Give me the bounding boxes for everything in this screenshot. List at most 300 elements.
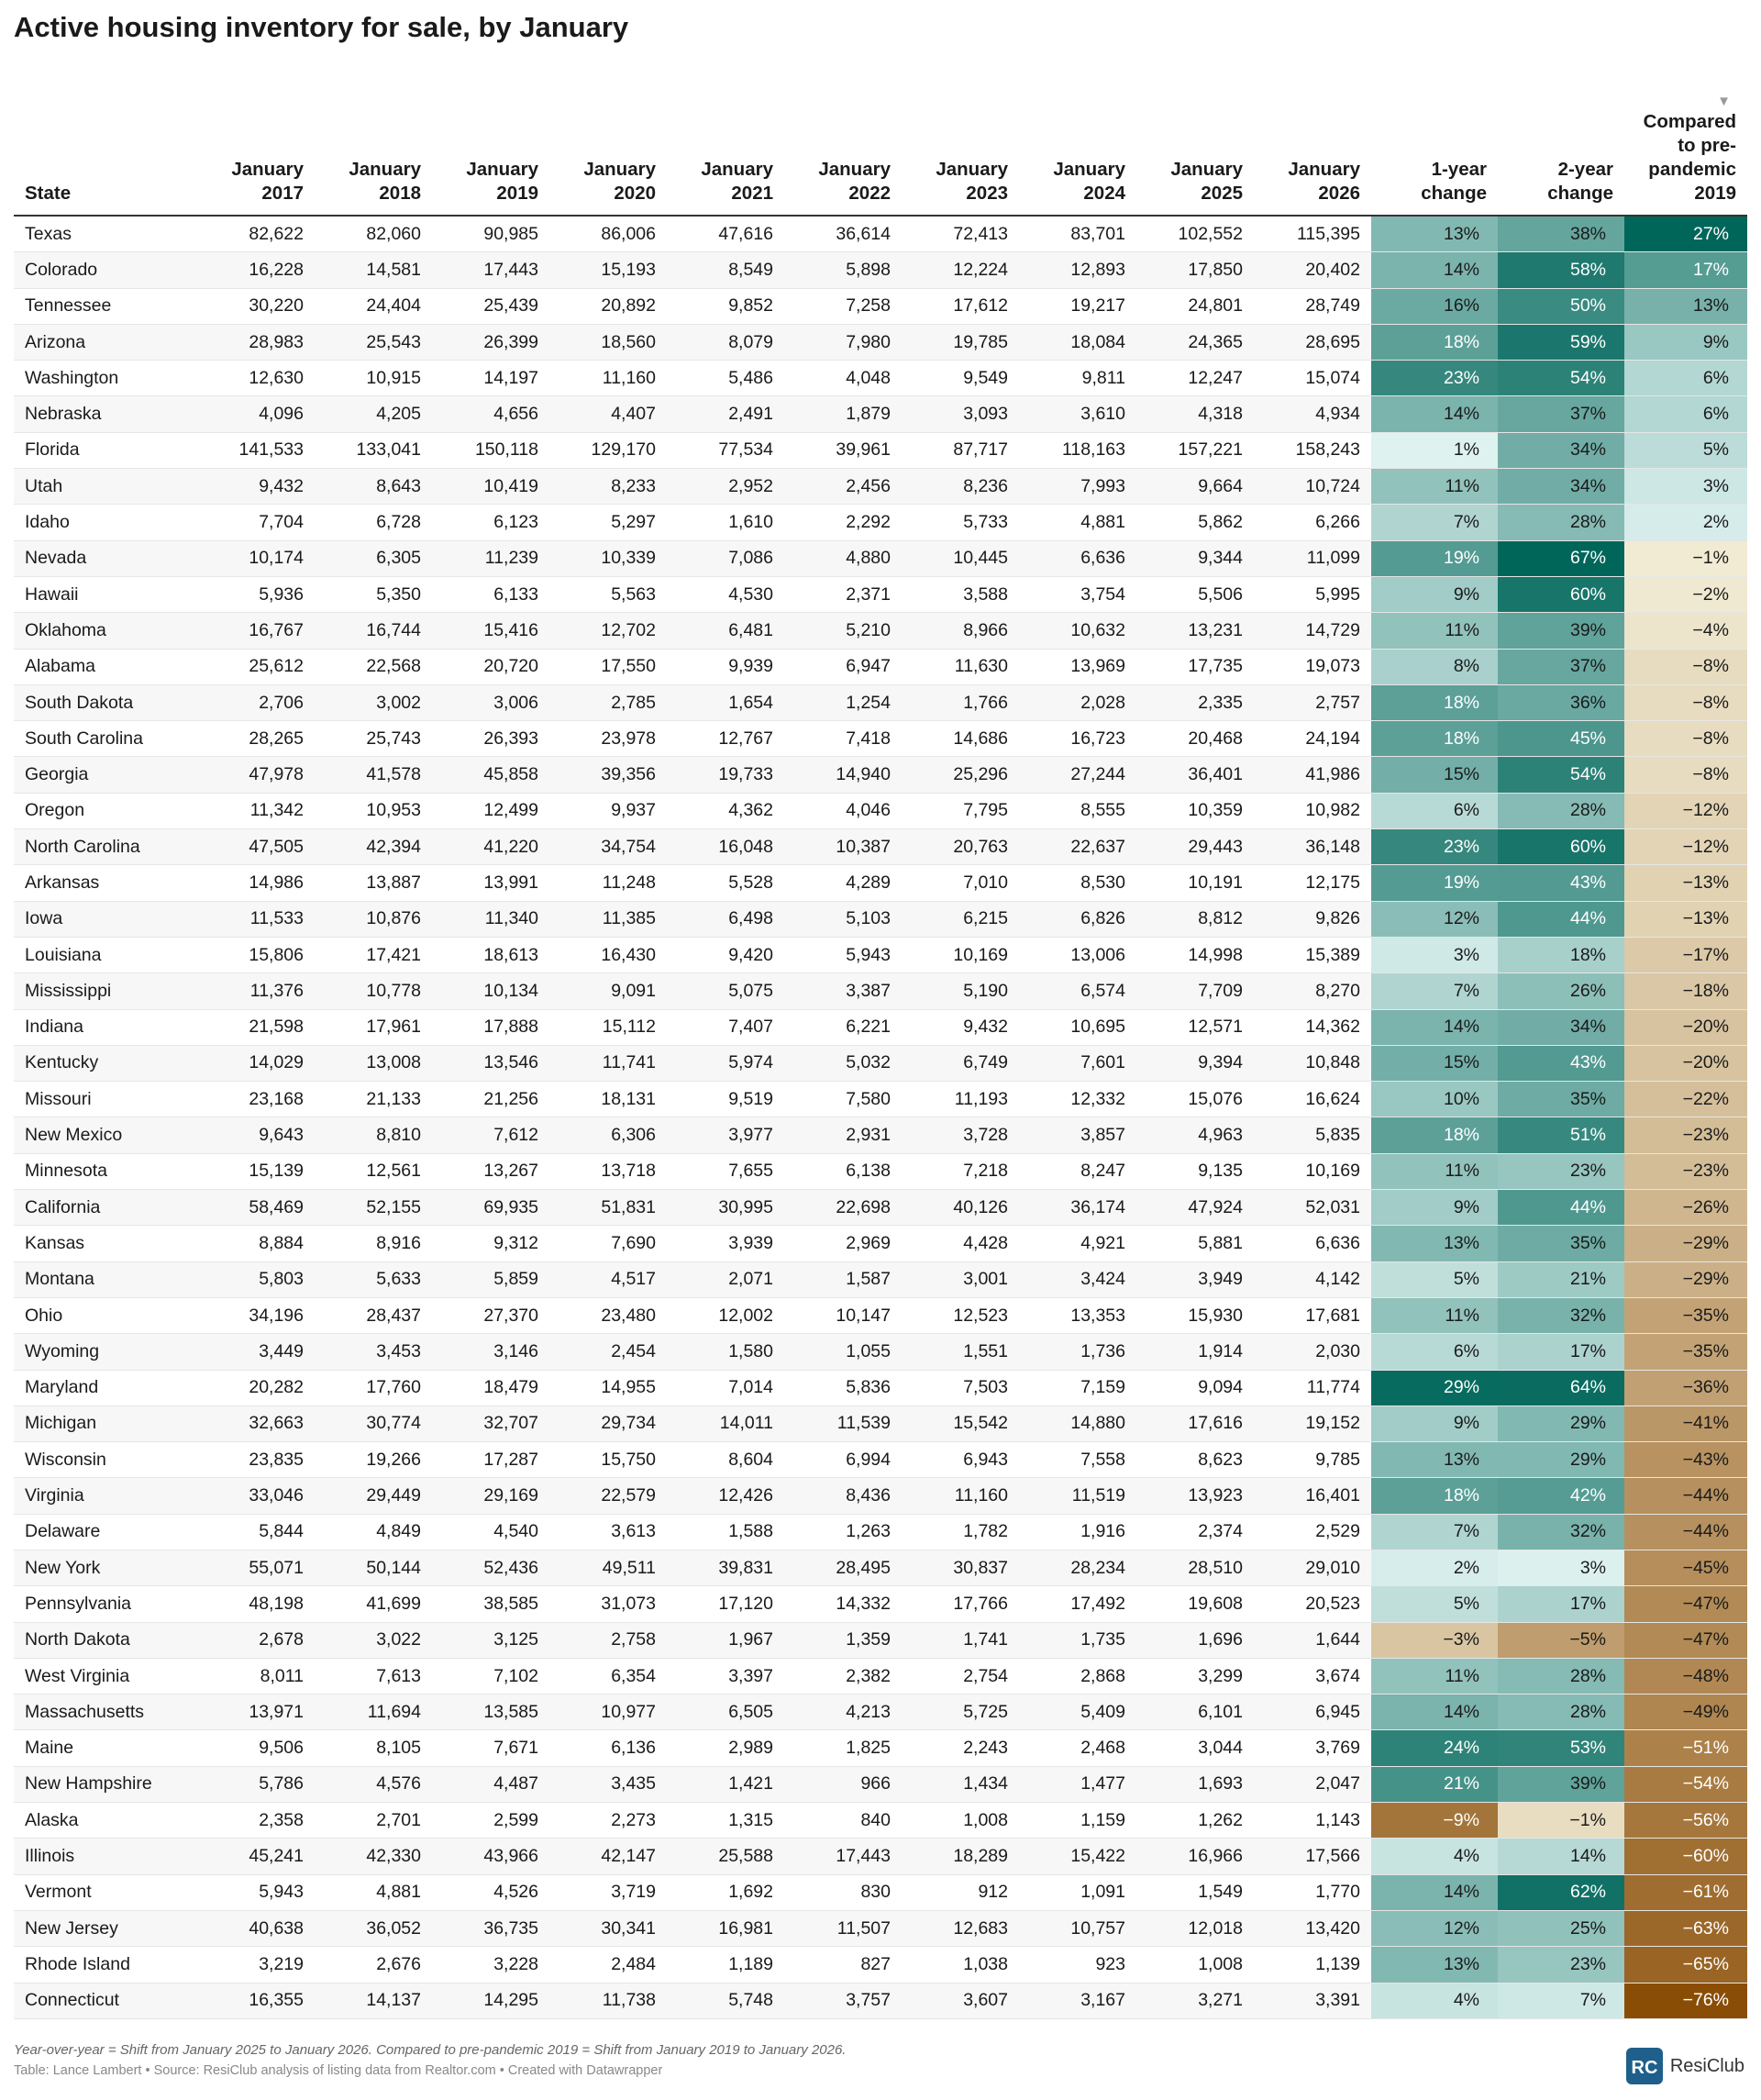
- inventory-cell: 8,270: [1254, 973, 1371, 1009]
- inventory-cell: 30,341: [549, 1910, 667, 1946]
- state-cell: Arkansas: [14, 865, 197, 901]
- column-header-3[interactable]: [432, 81, 549, 216]
- inventory-cell: 6,943: [902, 1442, 1019, 1478]
- inventory-cell: 17,120: [667, 1586, 784, 1622]
- state-cell: Alabama: [14, 649, 197, 684]
- inventory-cell: 3,757: [784, 1983, 902, 2018]
- inventory-cell: 3,769: [1254, 1730, 1371, 1766]
- inventory-cell: 1,696: [1136, 1622, 1254, 1658]
- inventory-cell: 14,940: [784, 757, 902, 793]
- one-year-change-cell: 15%: [1371, 1045, 1498, 1081]
- pre-pandemic-change-cell: −76%: [1624, 1983, 1747, 2018]
- one-year-change-cell: 23%: [1371, 829, 1498, 865]
- one-year-change-cell: 9%: [1371, 576, 1498, 612]
- pre-pandemic-change-cell: −44%: [1624, 1478, 1747, 1514]
- inventory-cell: 3,857: [1019, 1117, 1136, 1153]
- inventory-cell: 1,008: [1136, 1947, 1254, 1983]
- column-header-10[interactable]: [1254, 81, 1371, 216]
- inventory-cell: 8,530: [1019, 865, 1136, 901]
- inventory-cell: 3,424: [1019, 1261, 1136, 1297]
- inventory-cell: 4,048: [784, 361, 902, 396]
- one-year-change-cell: 12%: [1371, 901, 1498, 937]
- inventory-cell: 2,371: [784, 576, 902, 612]
- inventory-cell: 13,267: [432, 1153, 549, 1189]
- inventory-cell: 5,297: [549, 505, 667, 540]
- one-year-change-cell: 6%: [1371, 1334, 1498, 1370]
- state-cell: North Carolina: [14, 829, 197, 865]
- inventory-cell: 1,967: [667, 1622, 784, 1658]
- inventory-cell: 7,218: [902, 1153, 1019, 1189]
- inventory-cell: 3,728: [902, 1117, 1019, 1153]
- inventory-cell: 2,989: [667, 1730, 784, 1766]
- column-header-6[interactable]: [784, 81, 902, 216]
- inventory-cell: 3,588: [902, 576, 1019, 612]
- inventory-cell: 1,263: [784, 1514, 902, 1550]
- inventory-cell: 20,763: [902, 829, 1019, 865]
- inventory-cell: 13,971: [197, 1694, 315, 1730]
- inventory-cell: 5,103: [784, 901, 902, 937]
- one-year-change-cell: 7%: [1371, 505, 1498, 540]
- state-cell: Montana: [14, 1261, 197, 1297]
- one-year-change-cell: 11%: [1371, 1297, 1498, 1333]
- inventory-cell: 11,519: [1019, 1478, 1136, 1514]
- pre-pandemic-change-cell: 6%: [1624, 396, 1747, 432]
- inventory-cell: 1,735: [1019, 1622, 1136, 1658]
- pre-pandemic-change-cell: −29%: [1624, 1261, 1747, 1297]
- table-row: [14, 1622, 1747, 1658]
- inventory-cell: 18,613: [432, 937, 549, 972]
- inventory-cell: 11,160: [549, 361, 667, 396]
- table-row: [14, 1910, 1747, 1946]
- one-year-change-cell: 4%: [1371, 1983, 1498, 2018]
- inventory-cell: 6,574: [1019, 973, 1136, 1009]
- inventory-cell: 4,362: [667, 793, 784, 828]
- pre-pandemic-change-cell: −35%: [1624, 1297, 1747, 1333]
- table-row: [14, 1406, 1747, 1441]
- one-year-change-cell: 8%: [1371, 649, 1498, 684]
- one-year-change-cell: 5%: [1371, 1586, 1498, 1622]
- footer-notes: [14, 2042, 846, 2078]
- pre-pandemic-change-cell: −48%: [1624, 1658, 1747, 1694]
- inventory-cell: 11,248: [549, 865, 667, 901]
- inventory-cell: 16,401: [1254, 1478, 1371, 1514]
- inventory-cell: 83,701: [1019, 216, 1136, 252]
- pre-pandemic-change-cell: −56%: [1624, 1803, 1747, 1839]
- inventory-cell: 1,587: [784, 1261, 902, 1297]
- inventory-cell: 10,174: [197, 540, 315, 576]
- two-year-change-cell: 39%: [1498, 613, 1624, 649]
- inventory-cell: 2,028: [1019, 684, 1136, 720]
- column-header-label: January 2019: [466, 159, 538, 204]
- inventory-cell: 17,850: [1136, 252, 1254, 288]
- inventory-cell: 17,421: [315, 937, 432, 972]
- one-year-change-cell: 10%: [1371, 1082, 1498, 1117]
- column-header-13[interactable]: [1624, 81, 1747, 216]
- one-year-change-cell: 14%: [1371, 1009, 1498, 1045]
- state-cell: Virginia: [14, 1478, 197, 1514]
- inventory-cell: 7,690: [549, 1226, 667, 1261]
- inventory-cell: 5,486: [667, 361, 784, 396]
- two-year-change-cell: 64%: [1498, 1370, 1624, 1406]
- inventory-cell: 15,139: [197, 1153, 315, 1189]
- inventory-cell: 3,674: [1254, 1658, 1371, 1694]
- inventory-cell: 9,420: [667, 937, 784, 972]
- inventory-cell: 4,576: [315, 1766, 432, 1802]
- table-row: [14, 1297, 1747, 1333]
- inventory-cell: 16,744: [315, 613, 432, 649]
- inventory-cell: 1,139: [1254, 1947, 1371, 1983]
- one-year-change-cell: 14%: [1371, 1874, 1498, 1910]
- inventory-cell: 9,664: [1136, 469, 1254, 505]
- one-year-change-cell: 3%: [1371, 937, 1498, 972]
- two-year-change-cell: −1%: [1498, 1803, 1624, 1839]
- inventory-cell: 5,032: [784, 1045, 902, 1081]
- inventory-cell: 41,578: [315, 757, 432, 793]
- inventory-cell: 6,306: [549, 1117, 667, 1153]
- one-year-change-cell: 13%: [1371, 1442, 1498, 1478]
- state-cell: Hawaii: [14, 576, 197, 612]
- inventory-cell: 9,394: [1136, 1045, 1254, 1081]
- inventory-cell: 2,484: [549, 1947, 667, 1983]
- inventory-cell: 7,418: [784, 721, 902, 757]
- state-cell: Delaware: [14, 1514, 197, 1550]
- table-row: [14, 613, 1747, 649]
- inventory-cell: 10,778: [315, 973, 432, 1009]
- inventory-cell: 18,479: [432, 1370, 549, 1406]
- inventory-cell: 14,295: [432, 1983, 549, 2018]
- inventory-cell: 2,706: [197, 684, 315, 720]
- inventory-cell: 28,510: [1136, 1550, 1254, 1585]
- inventory-cell: 129,170: [549, 432, 667, 468]
- inventory-cell: 19,152: [1254, 1406, 1371, 1441]
- one-year-change-cell: 18%: [1371, 1117, 1498, 1153]
- table-row: [14, 1153, 1747, 1189]
- inventory-cell: 2,456: [784, 469, 902, 505]
- inventory-cell: 12,523: [902, 1297, 1019, 1333]
- inventory-cell: 10,169: [902, 937, 1019, 972]
- inventory-cell: 7,580: [784, 1082, 902, 1117]
- pre-pandemic-change-cell: −12%: [1624, 829, 1747, 865]
- inventory-cell: 14,362: [1254, 1009, 1371, 1045]
- inventory-cell: 4,656: [432, 396, 549, 432]
- two-year-change-cell: 54%: [1498, 757, 1624, 793]
- inventory-cell: 5,748: [667, 1983, 784, 2018]
- inventory-cell: 1,143: [1254, 1803, 1371, 1839]
- inventory-cell: 3,271: [1136, 1983, 1254, 2018]
- inventory-cell: 30,774: [315, 1406, 432, 1441]
- inventory-cell: 1,692: [667, 1874, 784, 1910]
- table-row: [14, 1586, 1747, 1622]
- inventory-cell: 10,339: [549, 540, 667, 576]
- inventory-cell: 28,749: [1254, 288, 1371, 324]
- inventory-cell: 3,001: [902, 1261, 1019, 1297]
- inventory-cell: 3,391: [1254, 1983, 1371, 2018]
- column-header-7[interactable]: [902, 81, 1019, 216]
- credit-line: Table: Lance Lambert • Source: ResiClub analysis of listing data from Realtor.com • Created with Datawrapper: [14, 2063, 663, 2078]
- inventory-cell: 13,887: [315, 865, 432, 901]
- column-header-12[interactable]: [1498, 81, 1624, 216]
- inventory-cell: 19,217: [1019, 288, 1136, 324]
- column-header-4[interactable]: [549, 81, 667, 216]
- table-row: [14, 757, 1747, 793]
- inventory-cell: 1,580: [667, 1334, 784, 1370]
- inventory-cell: 9,135: [1136, 1153, 1254, 1189]
- inventory-cell: 7,558: [1019, 1442, 1136, 1478]
- inventory-cell: 5,075: [667, 973, 784, 1009]
- inventory-cell: 8,236: [902, 469, 1019, 505]
- inventory-cell: 28,983: [197, 324, 315, 360]
- inventory-cell: 47,978: [197, 757, 315, 793]
- inventory-cell: 14,137: [315, 1983, 432, 2018]
- two-year-change-cell: 18%: [1498, 937, 1624, 972]
- table-body: [14, 216, 1747, 2018]
- inventory-cell: 9,852: [667, 288, 784, 324]
- inventory-cell: 1,654: [667, 684, 784, 720]
- inventory-cell: 1,736: [1019, 1334, 1136, 1370]
- inventory-cell: 9,643: [197, 1117, 315, 1153]
- inventory-cell: 39,961: [784, 432, 902, 468]
- inventory-cell: 8,549: [667, 252, 784, 288]
- pre-pandemic-change-cell: −29%: [1624, 1226, 1747, 1261]
- inventory-cell: 6,728: [315, 505, 432, 540]
- inventory-cell: 15,076: [1136, 1082, 1254, 1117]
- inventory-cell: 5,943: [197, 1874, 315, 1910]
- inventory-cell: 1,588: [667, 1514, 784, 1550]
- column-header-5[interactable]: [667, 81, 784, 216]
- inventory-cell: 102,552: [1136, 216, 1254, 252]
- two-year-change-cell: 54%: [1498, 361, 1624, 396]
- state-cell: West Virginia: [14, 1658, 197, 1694]
- column-header-label: State: [25, 183, 72, 204]
- two-year-change-cell: 14%: [1498, 1839, 1624, 1874]
- table-row: [14, 1766, 1747, 1802]
- pre-pandemic-change-cell: −22%: [1624, 1082, 1747, 1117]
- inventory-cell: 5,995: [1254, 576, 1371, 612]
- inventory-cell: 14,955: [549, 1370, 667, 1406]
- inventory-cell: 2,868: [1019, 1658, 1136, 1694]
- pre-pandemic-change-cell: 27%: [1624, 216, 1747, 252]
- pre-pandemic-change-cell: −13%: [1624, 901, 1747, 937]
- table-row: [14, 1694, 1747, 1730]
- table-row: [14, 432, 1747, 468]
- inventory-cell: 5,786: [197, 1766, 315, 1802]
- table-row: [14, 288, 1747, 324]
- state-cell: Tennessee: [14, 288, 197, 324]
- inventory-cell: 28,265: [197, 721, 315, 757]
- inventory-cell: 41,986: [1254, 757, 1371, 793]
- inventory-cell: 28,695: [1254, 324, 1371, 360]
- inventory-cell: 16,355: [197, 1983, 315, 2018]
- inventory-cell: 6,221: [784, 1009, 902, 1045]
- inventory-cell: 21,256: [432, 1082, 549, 1117]
- state-cell: Maine: [14, 1730, 197, 1766]
- table-row: [14, 540, 1747, 576]
- inventory-cell: 912: [902, 1874, 1019, 1910]
- inventory-cell: 10,191: [1136, 865, 1254, 901]
- inventory-cell: 43,966: [432, 1839, 549, 1874]
- inventory-cell: 17,735: [1136, 649, 1254, 684]
- inventory-cell: 7,010: [902, 865, 1019, 901]
- sort-arrow-icon[interactable]: ▼: [1717, 94, 1731, 109]
- inventory-cell: 11,340: [432, 901, 549, 937]
- inventory-cell: 15,806: [197, 937, 315, 972]
- one-year-change-cell: 18%: [1371, 324, 1498, 360]
- inventory-cell: 5,803: [197, 1261, 315, 1297]
- inventory-cell: 28,234: [1019, 1550, 1136, 1585]
- inventory-cell: 10,359: [1136, 793, 1254, 828]
- inventory-cell: 4,096: [197, 396, 315, 432]
- one-year-change-cell: 14%: [1371, 396, 1498, 432]
- inventory-cell: 7,159: [1019, 1370, 1136, 1406]
- one-year-change-cell: 18%: [1371, 721, 1498, 757]
- one-year-change-cell: 18%: [1371, 684, 1498, 720]
- inventory-cell: 14,332: [784, 1586, 902, 1622]
- inventory-cell: 24,365: [1136, 324, 1254, 360]
- one-year-change-cell: 29%: [1371, 1370, 1498, 1406]
- inventory-cell: 11,193: [902, 1082, 1019, 1117]
- inventory-cell: 3,219: [197, 1947, 315, 1983]
- table-row: [14, 1045, 1747, 1081]
- inventory-cell: 3,125: [432, 1622, 549, 1658]
- one-year-change-cell: 7%: [1371, 1514, 1498, 1550]
- inventory-cell: 12,702: [549, 613, 667, 649]
- inventory-cell: 4,428: [902, 1226, 1019, 1261]
- table-row: [14, 1839, 1747, 1874]
- table-row: [14, 1550, 1747, 1585]
- inventory-cell: 7,655: [667, 1153, 784, 1189]
- inventory-cell: 36,401: [1136, 757, 1254, 793]
- inventory-cell: 42,394: [315, 829, 432, 865]
- inventory-cell: 20,720: [432, 649, 549, 684]
- state-cell: Ohio: [14, 1297, 197, 1333]
- inventory-cell: 6,138: [784, 1153, 902, 1189]
- inventory-cell: 22,637: [1019, 829, 1136, 865]
- inventory-cell: 2,374: [1136, 1514, 1254, 1550]
- inventory-cell: 3,146: [432, 1334, 549, 1370]
- inventory-cell: 7,709: [1136, 973, 1254, 1009]
- inventory-cell: 11,774: [1254, 1370, 1371, 1406]
- inventory-cell: 8,623: [1136, 1442, 1254, 1478]
- inventory-cell: 4,880: [784, 540, 902, 576]
- one-year-change-cell: 16%: [1371, 288, 1498, 324]
- inventory-cell: 24,404: [315, 288, 432, 324]
- inventory-cell: 4,526: [432, 1874, 549, 1910]
- two-year-change-cell: 7%: [1498, 1983, 1624, 2018]
- inventory-cell: 16,767: [197, 613, 315, 649]
- state-cell: Nebraska: [14, 396, 197, 432]
- inventory-cell: 1,825: [784, 1730, 902, 1766]
- pre-pandemic-change-cell: −35%: [1624, 1334, 1747, 1370]
- inventory-cell: 23,480: [549, 1297, 667, 1333]
- inventory-cell: 7,980: [784, 324, 902, 360]
- inventory-cell: 10,147: [784, 1297, 902, 1333]
- column-header-9[interactable]: [1136, 81, 1254, 216]
- state-cell: North Dakota: [14, 1622, 197, 1658]
- inventory-cell: 41,699: [315, 1586, 432, 1622]
- column-header-label: January 2026: [1288, 159, 1360, 204]
- header-row: [14, 81, 1747, 216]
- column-header-1[interactable]: [197, 81, 315, 216]
- inventory-cell: 2,701: [315, 1803, 432, 1839]
- inventory-cell: 39,831: [667, 1550, 784, 1585]
- table-row: [14, 1514, 1747, 1550]
- inventory-cell: 9,549: [902, 361, 1019, 396]
- pre-pandemic-change-cell: 9%: [1624, 324, 1747, 360]
- inventory-cell: 4,921: [1019, 1226, 1136, 1261]
- inventory-cell: 15,193: [549, 252, 667, 288]
- inventory-cell: 4,881: [1019, 505, 1136, 540]
- table-row: [14, 1442, 1747, 1478]
- column-header-8[interactable]: [1019, 81, 1136, 216]
- one-year-change-cell: 9%: [1371, 1190, 1498, 1226]
- inventory-cell: 19,073: [1254, 649, 1371, 684]
- state-cell: Kentucky: [14, 1045, 197, 1081]
- inventory-cell: 12,426: [667, 1478, 784, 1514]
- state-cell: California: [14, 1190, 197, 1226]
- inventory-cell: 5,350: [315, 576, 432, 612]
- pre-pandemic-change-cell: 5%: [1624, 432, 1747, 468]
- pre-pandemic-change-cell: 13%: [1624, 288, 1747, 324]
- inventory-cell: 16,981: [667, 1910, 784, 1946]
- inventory-cell: 11,741: [549, 1045, 667, 1081]
- column-header-0[interactable]: [14, 81, 197, 216]
- table-row: [14, 1226, 1747, 1261]
- two-year-change-cell: 32%: [1498, 1297, 1624, 1333]
- inventory-cell: 11,385: [549, 901, 667, 937]
- inventory-cell: 4,142: [1254, 1261, 1371, 1297]
- two-year-change-cell: 36%: [1498, 684, 1624, 720]
- pre-pandemic-change-cell: 3%: [1624, 469, 1747, 505]
- one-year-change-cell: 2%: [1371, 1550, 1498, 1585]
- inventory-cell: 2,335: [1136, 684, 1254, 720]
- column-header-11[interactable]: [1371, 81, 1498, 216]
- inventory-cell: 9,094: [1136, 1370, 1254, 1406]
- pre-pandemic-change-cell: −17%: [1624, 937, 1747, 972]
- inventory-cell: 17,681: [1254, 1297, 1371, 1333]
- two-year-change-cell: 50%: [1498, 288, 1624, 324]
- inventory-cell: 6,636: [1019, 540, 1136, 576]
- inventory-cell: 30,220: [197, 288, 315, 324]
- inventory-cell: 10,915: [315, 361, 432, 396]
- inventory-cell: 50,144: [315, 1550, 432, 1585]
- inventory-cell: 28,437: [315, 1297, 432, 1333]
- inventory-cell: 47,924: [1136, 1190, 1254, 1226]
- inventory-cell: 6,636: [1254, 1226, 1371, 1261]
- inventory-cell: 27,244: [1019, 757, 1136, 793]
- two-year-change-cell: 34%: [1498, 469, 1624, 505]
- inventory-cell: 2,382: [784, 1658, 902, 1694]
- one-year-change-cell: 11%: [1371, 1658, 1498, 1694]
- inventory-cell: 34,754: [549, 829, 667, 865]
- inventory-cell: 8,966: [902, 613, 1019, 649]
- inventory-cell: 1,766: [902, 684, 1019, 720]
- pre-pandemic-change-cell: −13%: [1624, 865, 1747, 901]
- table-row: [14, 1082, 1747, 1117]
- table-row: [14, 1261, 1747, 1297]
- inventory-cell: 77,534: [667, 432, 784, 468]
- inventory-cell: 4,046: [784, 793, 902, 828]
- inventory-cell: 11,099: [1254, 540, 1371, 576]
- inventory-cell: 830: [784, 1874, 902, 1910]
- table-row: [14, 505, 1747, 540]
- column-header-2[interactable]: [315, 81, 432, 216]
- two-year-change-cell: 45%: [1498, 721, 1624, 757]
- inventory-cell: 5,881: [1136, 1226, 1254, 1261]
- inventory-cell: 1,055: [784, 1334, 902, 1370]
- state-cell: Missouri: [14, 1082, 197, 1117]
- inventory-cell: 20,402: [1254, 252, 1371, 288]
- inventory-cell: 36,174: [1019, 1190, 1136, 1226]
